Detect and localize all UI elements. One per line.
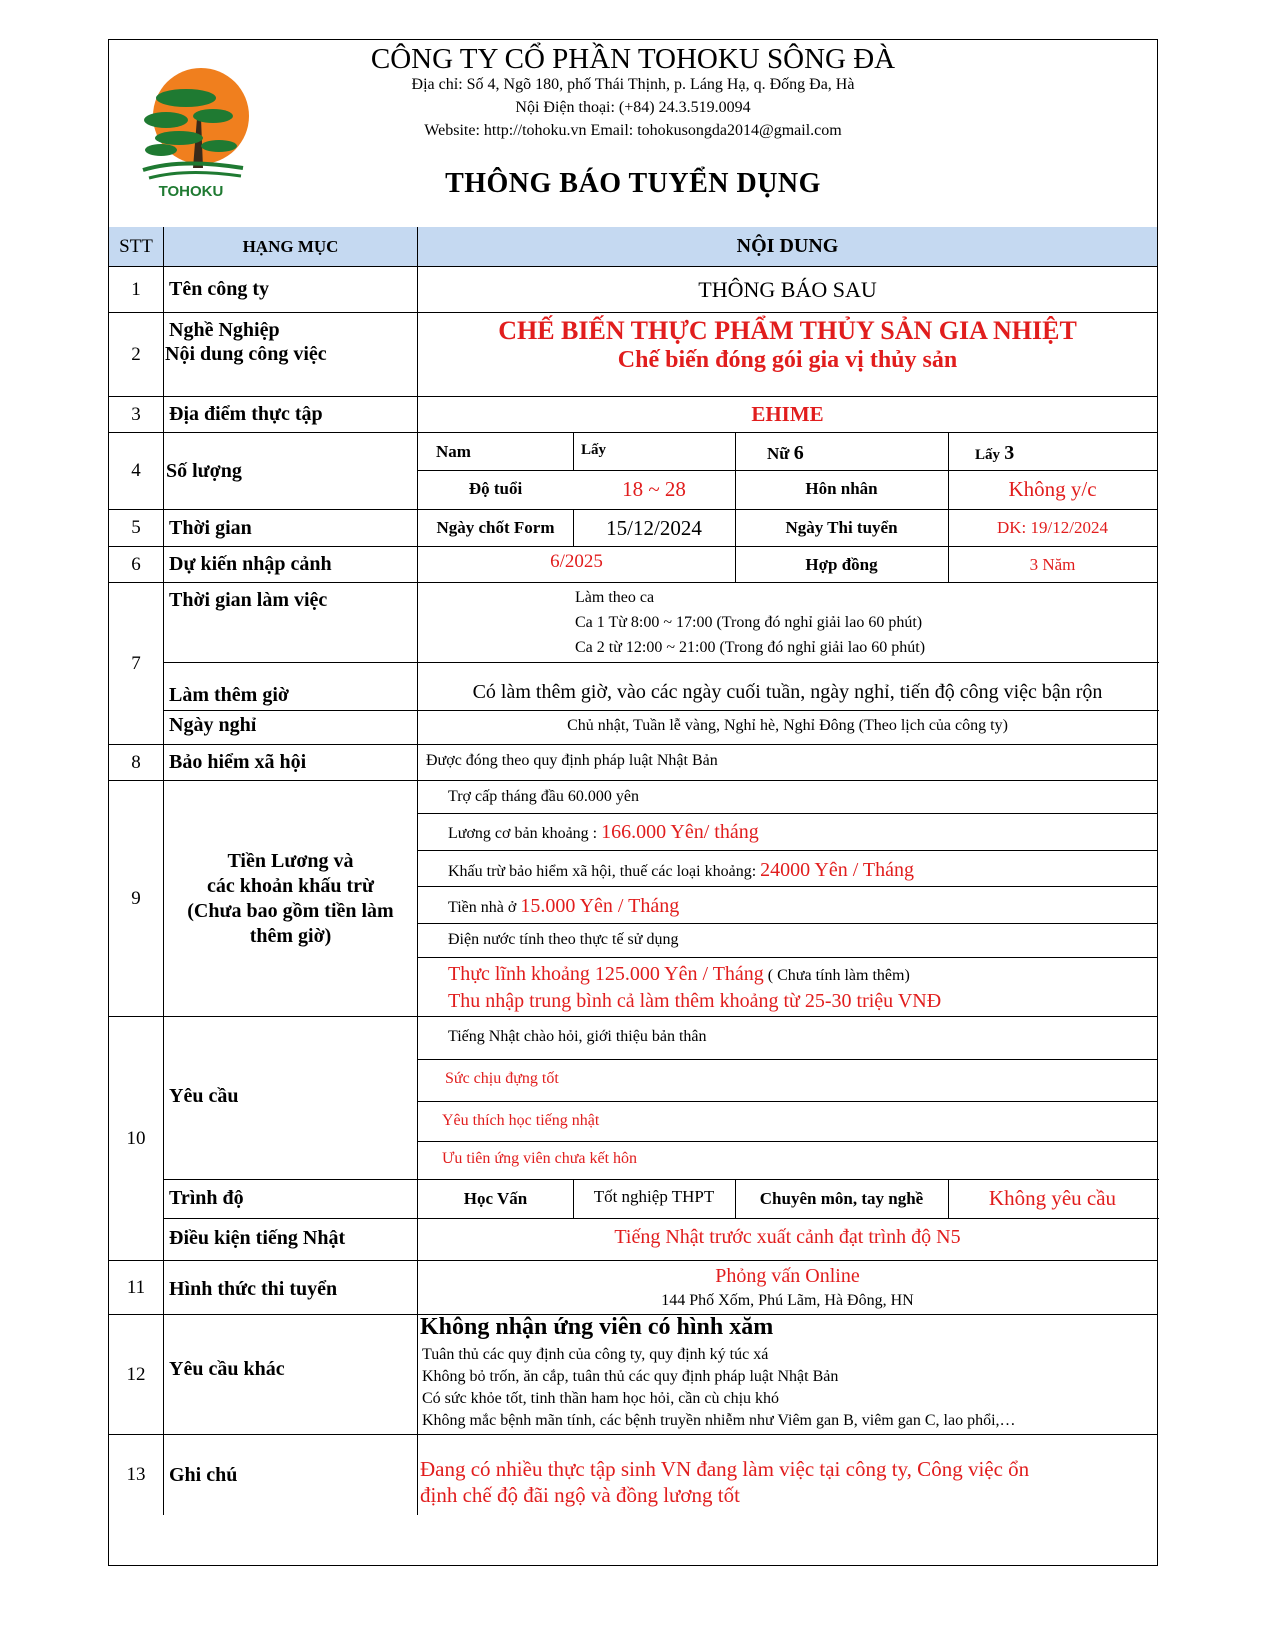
male-label: Nam [436,442,471,461]
row-label: Địa điểm thực tập [164,397,418,432]
form-deadline-label: Ngày chốt Form [436,518,555,537]
row-number: 3 [109,397,164,432]
company-website: Website: http://tohoku.vn Email: tohokusongda2014@gmail.com [424,122,842,139]
job-notice-document [108,39,1158,1566]
row-label: Tên công ty [164,267,418,312]
skill-value: Không yêu cầu [988,1186,1117,1210]
row-number: 5 [109,510,164,546]
education-label: Trình độ [169,1187,244,1209]
utilities: Điện nước tính theo thực tế sử dụng [448,931,679,948]
deductions-value: 24000 Yên / Tháng [760,859,915,881]
table-row [109,313,1157,397]
shift-title: Làm theo ca [575,589,655,606]
table-row [109,547,1157,583]
note-line: định chế độ đãi ngộ và đồng lương tốt [420,1483,740,1507]
requirement-item: Ưu tiên ứng viên chưa kết hôn [442,1150,638,1167]
table-row [109,397,1157,433]
note-line: Đang có nhiều thực tập sinh VN đang làm việc tại công ty, Công việc ổn [420,1457,1030,1481]
other-requirement-item: Có sức khỏe tốt, tinh thần ham học hỏi, cần cù chịu khó [422,1390,780,1407]
work-hours-label: Thời gian làm việc [169,589,328,611]
male-take-label: Lấy [581,442,607,458]
deductions: Khấu trừ bảo hiểm xã hội, thuế các loại khoảng: 24000 Yên / Tháng [448,859,915,881]
housing-cost: Tiền nhà ở 15.000 Yên / Tháng [448,895,680,917]
job-title: CHẾ BIẾN THỰC PHẨM THỦY SẢN GIA NHIỆT [498,316,1077,345]
table-header-row [109,227,1157,267]
skill-label: Chuyên môn, tay nghề [759,1189,924,1208]
company-name: CÔNG TY CỔ PHẦN TOHOKU SÔNG ĐÀ [370,43,896,75]
requirement-item: Yêu thích học tiếng nhật [442,1112,600,1129]
header-category: HẠNG MỤC [164,227,418,266]
table-row [109,745,1157,781]
row-label: Nghề Nghiệp [169,319,280,341]
table-row [109,433,1157,510]
row-label: Bảo hiểm xã hội [164,745,418,780]
company-phone: Nội Điện thoại: (+84) 24.3.519.0094 [515,99,751,116]
base-salary: Lương cơ bản khoảng : 166.000 Yên/ tháng [448,821,759,843]
overtime-label: Làm thêm giờ [169,684,289,706]
row-number: 2 [109,313,164,396]
age-value: 18 ~ 28 [622,477,686,501]
row-number: 7 [109,583,164,744]
days-off-value: Chủ nhật, Tuần lễ vàng, Nghỉ hè, Nghỉ Đông (Theo lịch của công ty) [567,717,1008,734]
female-take-label: Lấy 3 [975,442,1015,464]
other-requirement-item: Không mắc bệnh mãn tính, các bệnh truyền nhiễm như Viêm gan B, viêm gan C, lao phổi,… [422,1412,1016,1429]
marriage-label: Hôn nhân [805,479,878,498]
base-salary-value: 166.000 Yên/ tháng [601,821,759,843]
salary-label-line: thêm giờ) [249,924,332,947]
female-take-count: 3 [1004,442,1015,464]
row-number: 6 [109,547,164,582]
row-number: 9 [109,781,164,1016]
marriage-value: Không y/c [1008,477,1097,501]
other-requirement-main: Không nhận ứng viên có hình xăm [420,1314,774,1340]
net-salary: Thực lĩnh khoảng 125.000 Yên / Tháng ( Chưa tính làm thêm) [448,963,910,985]
requirement-item: Sức chịu đựng tốt [445,1070,559,1087]
table-row [109,1261,1157,1315]
average-income: Thu nhập trung bình cả làm thêm khoảng từ 25-30 triệu VNĐ [448,990,942,1012]
interview-format: Phỏng vấn Online [715,1265,860,1287]
interview-address: 144 Phố Xốm, Phú Lãm, Hà Đông, HN [661,1292,914,1309]
header-content: NỘI DUNG [736,235,839,257]
requirement-item: Tiếng Nhật chào hỏi, giới thiệu bản thân [448,1028,707,1045]
job-description: Chế biến đóng gói gia vị thủy sản [617,347,958,373]
header-stt: STT [109,227,164,266]
exam-date-value: DK: 19/12/2024 [997,518,1108,537]
company-name-value: THÔNG BÁO SAU [698,276,877,302]
first-month-allowance: Trợ cấp tháng đầu 60.000 yên [448,788,639,805]
row-number: 13 [109,1435,164,1515]
form-deadline-value: 15/12/2024 [606,516,702,540]
contract-value: 3 Năm [1029,555,1076,574]
housing-value: 15.000 Yên / Tháng [520,895,680,917]
row-number: 11 [109,1261,164,1314]
logo-text: TOHOKU [158,183,224,198]
table-row [109,510,1157,547]
row-label: Yêu cầu khác [164,1315,418,1434]
row-label: Số lượng [164,433,418,509]
table-row [109,267,1157,313]
row-label: Ghi chú [164,1435,418,1515]
education-level-label: Học Vấn [463,1189,528,1208]
table-row [109,781,1157,1017]
location-value: EHIME [751,402,824,426]
row-number: 8 [109,745,164,780]
japanese-condition-label: Điều kiện tiếng Nhật [169,1227,346,1249]
row-number: 12 [109,1315,164,1434]
other-requirement-item: Không bỏ trốn, ăn cắp, tuân thủ các quy định pháp luật Nhật Bản [422,1368,839,1385]
page-title: THÔNG BÁO TUYỂN DỤNG [445,168,821,199]
row-number: 4 [109,433,164,509]
overtime-value: Có làm thêm giờ, vào các ngày cuối tuần, ngày nghỉ, tiến độ công việc bận rộn [472,681,1103,703]
days-off-label: Ngày nghỉ [169,714,257,736]
female-label: Nữ 6 [767,442,804,464]
insurance-value: Được đóng theo quy định pháp luật Nhật Bản [426,752,718,769]
education-level-value: Tốt nghiệp THPT [593,1187,715,1206]
entry-date-value: 6/2025 [550,551,603,572]
salary-label-line: các khoản khấu trừ [206,874,375,897]
age-label: Độ tuổi [468,479,523,498]
table-row [109,1315,1157,1435]
net-salary-value: Thực lĩnh khoảng 125.000 Yên / Tháng [448,963,764,985]
salary-label-line: (Chưa bao gồm tiền làm [187,899,394,922]
table-row [109,583,1157,745]
table-row [109,1435,1157,1515]
contract-label: Hợp đồng [805,555,878,574]
table-row [109,1017,1157,1261]
row-label: Thời gian [164,510,418,546]
row-label: Hình thức thi tuyển [164,1261,418,1314]
salary-label-line: Tiền Lương và [227,849,354,872]
document-header [109,40,1157,228]
exam-date-label: Ngày Thi tuyển [785,518,898,537]
female-count: 6 [793,442,804,464]
row-label: Nội dung công việc [165,343,327,365]
row-number: 1 [109,267,164,312]
japanese-condition-value: Tiếng Nhật trước xuất cảnh đạt trình độ N5 [614,1226,961,1248]
other-requirement-item: Tuân thủ các quy định của công ty, quy định ký túc xá [422,1346,769,1363]
shift-2: Ca 2 từ 12:00 ~ 21:00 (Trong đó nghỉ giải lao 60 phút) [575,639,926,656]
row-label: Dự kiến nhập cảnh [164,547,418,582]
requirements-label: Yêu cầu [169,1085,239,1107]
shift-1: Ca 1 Từ 8:00 ~ 17:00 (Trong đó nghỉ giải lao 60 phút) [575,614,923,631]
row-number: 10 [109,1017,164,1260]
company-address: Địa chỉ: Số 4, Ngõ 180, phố Thái Thịnh, p. Láng Hạ, q. Đống Đa, Hà [411,76,855,93]
